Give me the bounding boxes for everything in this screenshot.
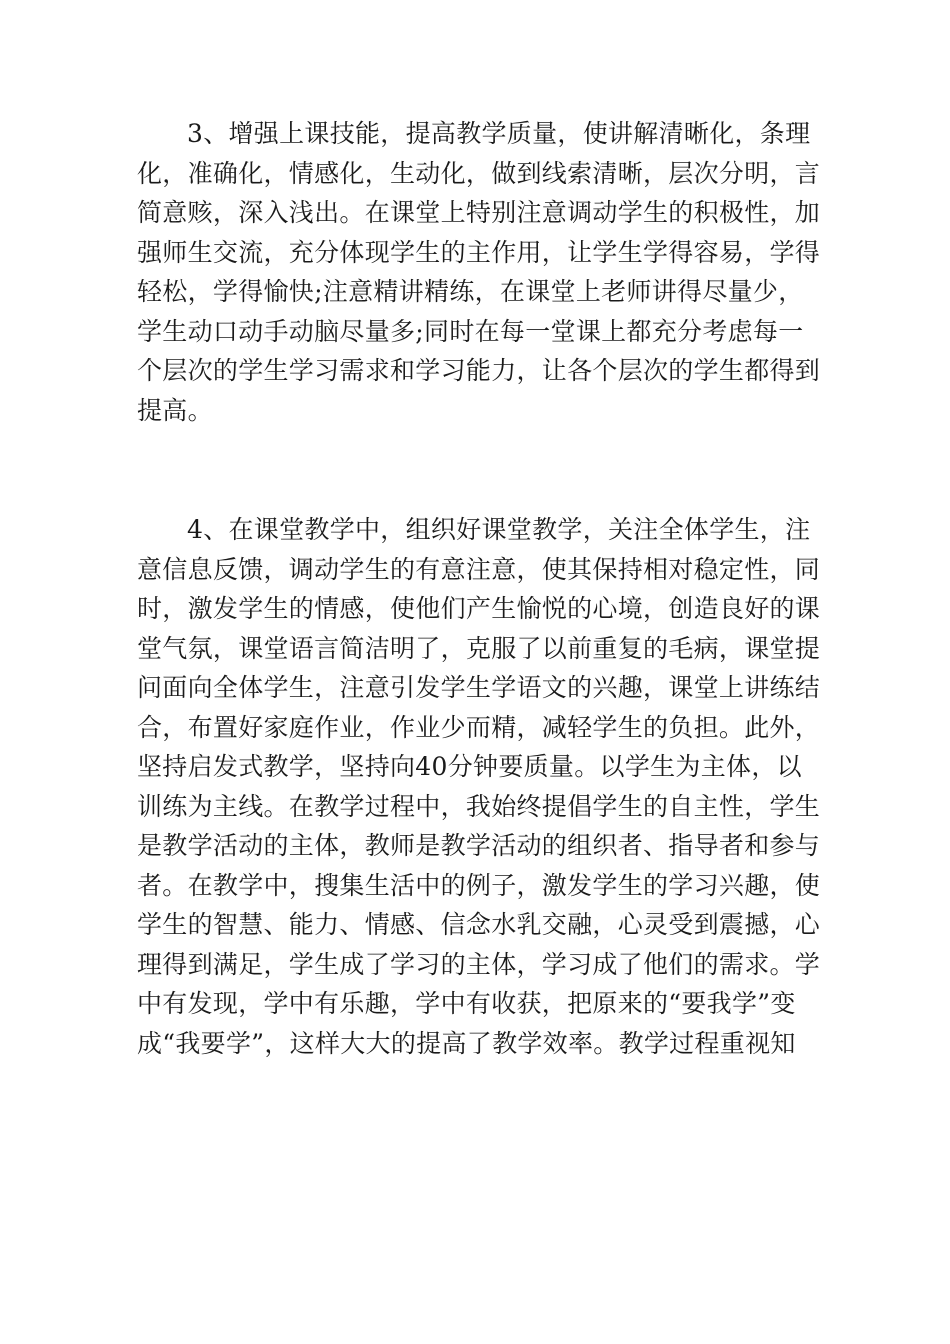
paragraph-line: 合，布置好家庭作业，作业少而精，减轻学生的负担。此外， <box>137 712 821 742</box>
paragraph-line: 堂气氛，课堂语言简洁明了，克服了以前重复的毛病，课堂提 <box>137 633 821 663</box>
paragraph-line: 学生动口动手动脑尽量多;同时在每一堂课上都充分考虑每一 <box>137 316 804 346</box>
paragraph-line: 意信息反馈，调动学生的有意注意，使其保持相对稳定性，同 <box>137 554 821 584</box>
paragraph-4 <box>137 510 827 1063</box>
paragraph-line: 个层次的学生学习需求和学习能力，让各个层次的学生都得到 <box>137 356 821 385</box>
paragraph-line: 强师生交流，充分体现学生的主作用，让学生学得容易，学得 <box>137 237 821 267</box>
paragraph-line: 坚持启发式教学，坚持向40分钟要质量。以学生为主体，以 <box>137 752 802 781</box>
paragraph-line: 提高。 <box>137 395 213 425</box>
paragraph-line: 轻松，学得愉快;注意精讲精练，在课堂上老师讲得尽量少， <box>137 277 804 306</box>
paragraph-line: 者。在教学中，搜集生活中的例子，激发学生的学习兴趣，使 <box>137 870 821 900</box>
paragraph-line: 中有发现，学中有乐趣，学中有收获，把原来的“要我学”变 <box>137 989 796 1018</box>
paragraph-line: 成“我要学”，这样大大的提高了教学效率。教学过程重视知 <box>137 1028 796 1058</box>
paragraph-line: 3、增强上课技能，提高教学质量，使讲解清晰化，条理 <box>187 119 811 148</box>
paragraph-line: 训练为主线。在教学过程中，我始终提倡学生的自主性，学生 <box>137 791 821 821</box>
paragraph-line: 理得到满足，学生成了学习的主体，学习成了他们的需求。学 <box>137 949 821 979</box>
paragraph-line: 简意赅，深入浅出。在课堂上特别注意调动学生的积极性，加 <box>137 198 821 227</box>
paragraph-line: 是教学活动的主体，教师是教学活动的组织者、指导者和参与 <box>137 831 821 860</box>
paragraph-line: 问面向全体学生，注意引发学生学语文的兴趣，课堂上讲练结 <box>137 673 821 702</box>
paragraph-line: 时，激发学生的情感，使他们产生愉悦的心境，创造良好的课 <box>137 594 821 623</box>
paragraph-line: 4、在课堂教学中，组织好课堂教学，关注全体学生，注 <box>187 515 811 544</box>
paragraph-line: 化，准确化，情感化，生动化，做到线索清晰，层次分明，言 <box>137 158 821 188</box>
paragraph-3 <box>137 114 827 430</box>
paragraph-line: 学生的智慧、能力、情感、信念水乳交融，心灵受到震撼，心 <box>137 910 821 939</box>
